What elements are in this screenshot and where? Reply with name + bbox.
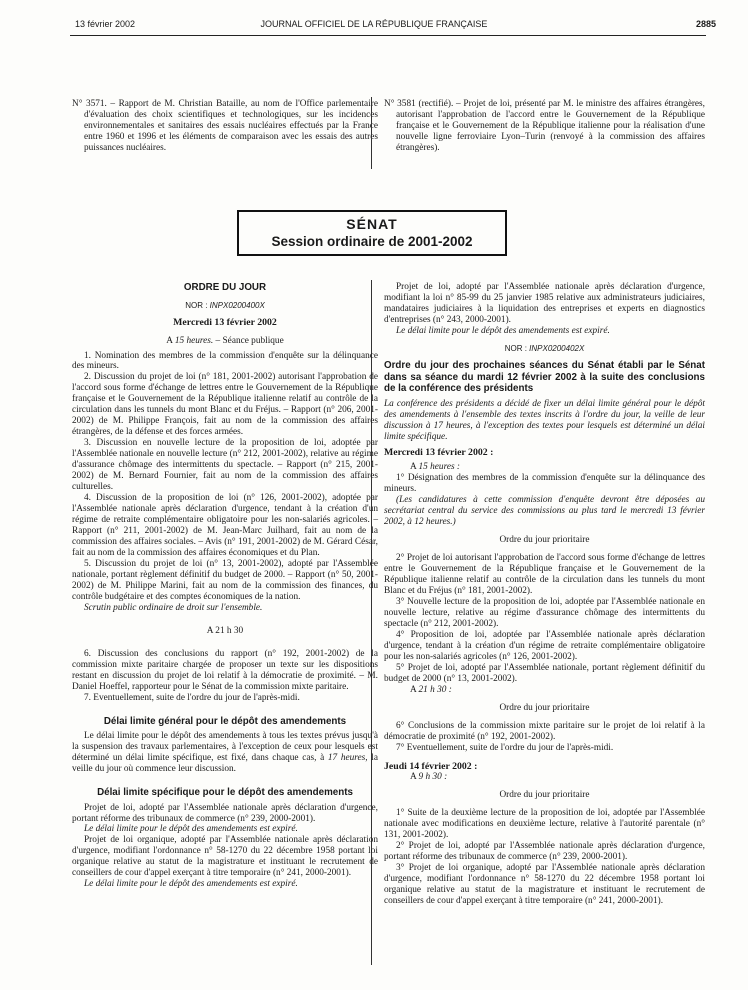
general-text-b: la veille du jour où commence leur discussion. [72, 753, 378, 775]
day-heading: Mercredi 13 février 2002 [173, 316, 277, 328]
day2-time-prefix: A [410, 772, 419, 783]
evening-time: A 21 h 30 [206, 625, 244, 636]
agenda-item-7: 7. Eventuellement, suite de l'ordre du jour de l'après-midi. [84, 692, 300, 703]
nor-code-2: INPX0200402X [529, 343, 585, 353]
nor-label-2: NOR : [504, 343, 527, 353]
day1-item-1: 1° Désignation des membres de la commission d'enquête sur la délinquance des mineurs. [384, 473, 705, 495]
running-header [0, 19, 748, 33]
day2-heading: Jeudi 14 février 2002 : [384, 760, 478, 772]
day1-time-value: 15 heures : [418, 462, 461, 473]
priority-label-1: Ordre du jour prioritaire [499, 535, 590, 546]
day1-item-3: 3° Nouvelle lecture de la proposition de loi, adoptée par l'Assemblée nationale en nouvelle lecture, relative au régime d'assurance chômage des intermittents du spectacle (n° 212, 2001-2002). [384, 597, 705, 629]
right-column [384, 282, 705, 907]
nor-reference [72, 301, 378, 310]
day1-note: (Les candidatures à cette commission d'enquête devront être déposées au secrétariat central du service des commissions au plus tard le mercredi 13 février 2002, à 12 heures.) [384, 495, 705, 528]
top-left-entry [72, 99, 378, 154]
priority-label-3: Ordre du jour prioritaire [499, 790, 590, 801]
day1-time-prefix: A [410, 462, 419, 473]
day1-time [384, 462, 705, 473]
agenda-item-5: 5. Discussion du projet de loi (n° 13, 2001-2002), adopté par l'Assemblée nationale, portant règlement définitif du budget de 2000. – Rapport (n° 50, 2001-2002) de M. Philippe Marini, fait au nom de la commission des finances, du contrôle budgétaire et des comptes économiques de la nation. [72, 558, 378, 602]
bill-3581: N° 3581 (rectifié). – Projet de loi, présenté par M. le ministre des affaires étrangères, autorisant l'approbation de l'accord entre le Gouvernement de la République française et le Gouvernement de la République italienne pour la réalisation d'une nouvelle ligne ferroviaire Lyon–Turin (renvoyé à la commission des affaires étrangères). [384, 99, 705, 153]
day2-time [384, 772, 705, 783]
day2-item-1: 1° Suite de la deuxième lecture de la proposition de loi, adoptée par l'Assemblée nationale avec modifications en deuxième lecture, relative à l'autorité parentale (n° 131, 2001-2002). [384, 808, 705, 841]
agenda-item-2: 2. Discussion du projet de loi (n° 181, 2001-2002) autorisant l'approbation de l'accord sous forme d'échange de lettres entre le Gouvernement de la République française et le Gouvernement de la République italienne relatif au contrôle de la circulation dans les tunnels du mont Blanc et du Fréjus. – Rapport (n° 206, 2001-2002) de M. Philippe François, fait au nom de la commission des affaires étrangères, de la défense et des forces armées. [72, 372, 378, 438]
day1-item-7: 7° Eventuellement, suite de l'ordre du jour de l'après-midi. [396, 742, 614, 753]
day1-evening-value: 21 h 30 : [418, 684, 452, 695]
header-date: 13 février 2002 [75, 19, 136, 29]
general-text-time: 17 heures, [327, 753, 368, 764]
agenda-item-1: 1. Nomination des membres de la commission d'enquête sur la délinquance des mineurs. [72, 350, 378, 372]
nor-code: INPX0200400X [209, 300, 265, 310]
specific-expired-1: Le délai limite pour le dépôt des amendements est expiré. [84, 824, 298, 835]
session-time [72, 336, 378, 347]
bill-85-99-expired: Le délai limite pour le dépôt des amendements est expiré. [396, 325, 610, 336]
day2-item-2: 2° Projet de loi, adopté par l'Assemblée nationale après déclaration d'urgence, portant réforme des tribunaux de commerce (n° 239, 2000-2001). [384, 840, 705, 862]
scrutin-note: Scrutin public ordinaire de droit sur l'ensemble. [84, 602, 263, 613]
specific-bill-2: Projet de loi organique, adopté par l'Assemblée nationale après déclaration d'urgence, modifiant l'ordonnance n° 58-1270 du 22 décembre 1958 portant loi organique relative au statut de la magistrature et instituant le recrutement de conseillers de cour d'appel exerçant à titre temporaire (n° 241, 2000-2001). [72, 835, 378, 879]
specific-bill-1: Projet de loi, adopté par l'Assemblée nationale après déclaration d'urgence, portant réforme des tribunaux de commerce (n° 239, 2000-2001). [72, 802, 378, 824]
time-suffix: – Séance publique [213, 335, 284, 346]
specific-expired-2: Le délai limite pour le dépôt des amendements est expiré. [84, 879, 298, 890]
nor-reference-2 [384, 344, 705, 353]
next-sessions-heading: Ordre du jour des prochaines séances du Sénat établi par le Sénat dans sa séance du mardi 12 février 2002 à la suite des conclusions de la conférence des présidents [384, 360, 705, 395]
bill-85-99: Projet de loi, adopté par l'Assemblée nationale après déclaration d'urgence, modifiant la loi n° 85-99 du 25 janvier 1985 relative aux administrateurs judiciaires, mandataires judiciaires à la liquidation des entreprises et experts en diagnostics d'entreprises (n° 243, 2000-2001). [384, 282, 705, 325]
day1-evening-time [384, 685, 705, 696]
senat-title-box [237, 210, 507, 256]
conference-note: La conférence des présidents a décidé de fixer un délai limite général pour le dépôt des amendements à l'ensemble des textes inscrits à l'ordre du jour, la veille de leur discussion à 17 heures, à l'exception des textes pour lesquels est déterminé un délai limite spécifique. [384, 398, 705, 442]
day1-item-4: 4° Proposition de loi, adoptée par l'Assemblée nationale après déclaration d'urgence, tendant à la création d'un régime de retraite complémentaire obligatoire pour les non-salariés agricoles (n° 126, 2001-2002). [384, 629, 705, 662]
day2-time-value: 9 h 30 : [418, 772, 448, 783]
top-right-entry [384, 99, 705, 154]
ordre-du-jour-title: ORDRE DU JOUR [183, 282, 267, 293]
day1-item-2: 2° Projet de loi autorisant l'approbation de l'accord sous forme d'échange de lettres entre le Gouvernement de la République française et le Gouvernement de la République italienne relatif au contrôle de la circulation dans les tunnels du mont Blanc et du Fréjus (n° 181, 2001-2002). [384, 553, 705, 597]
senat-title: SÉNAT [346, 216, 398, 232]
nor-label: NOR : [185, 300, 208, 310]
agenda-item-3: 3. Discussion en nouvelle lecture de la proposition de loi, adoptée par l'Assemblée nationale en nouvelle lecture (n° 212, 2001-2002), relative au régime d'assurance chômage des intermittents du spectacle. – Rapport (n° 215, 2001-2002) de M. Bernard Fournier, fait au nom de la commission des affaires culturelles. [72, 438, 378, 493]
page-number: 2885 [695, 19, 716, 29]
agenda-item-4: 4. Discussion de la proposition de loi (n° 126, 2001-2002), adoptée par l'Assemblée nationale après déclaration d'urgence, tendant à la création d'un régime de retraite complémentaire obligatoire pour les non-salariés agricoles. – Rapport (n° 211, 2001-2002) de M. Jean-Marc Juilhard, fait au nom de la commission des affaires sociales. – Avis (n° 191, 2001-2002) de M. Gérard César, fait au nom de la commission des affaires économiques et du Plan. [72, 493, 378, 558]
general-deadline-text [72, 731, 378, 775]
top-column-divider [371, 97, 372, 169]
time-value: 15 heures. [174, 335, 214, 346]
day1-heading: Mercredi 13 février 2002 : [384, 446, 494, 458]
time-prefix: A [166, 335, 175, 346]
left-column [72, 282, 378, 890]
day1-item-5: 5° Projet de loi, adopté par l'Assemblée nationale, portant règlement définitif du budget de 2000 (n° 13, 2001-2002). [384, 662, 705, 684]
report-3571: N° 3571. – Rapport de M. Christian Bataille, au nom de l'Office parlementaire d'évaluation des choix scientifiques et technologiques, sur les incidences environnementales et sanitaires des essais nucléaires effectués par la France entre 1960 et 1996 et les éléments de comparaison avec les essais des autres puissances nucléaires. [72, 99, 378, 153]
agenda-item-6: 6. Discussion des conclusions du rapport (n° 192, 2001-2002) de la commission mixte paritaire chargée de proposer un texte sur les dispositions restant en discussion du projet de loi relatif à la démocratie de proximité. – M. Daniel Hoeffel, rapporteur pour le Sénat de la commission mixte paritaire. [72, 648, 378, 692]
session-title: Session ordinaire de 2001-2002 [271, 233, 473, 249]
general-text-a: Le délai limite pour le dépôt des amendements à tous les textes prévus jusqu'à la suspension des travaux parlementaires, à l'exception de ceux pour lesquels est déterminé un délai limite spécifique, est fixé, dans chaque cas, à [72, 731, 378, 764]
day1-evening-prefix: A [410, 684, 419, 695]
general-deadline-heading: Délai limite général pour le dépôt des amendements [103, 715, 347, 727]
specific-deadline-heading: Délai limite spécifique pour le dépôt des amendements [97, 786, 353, 798]
day1-item-6: 6° Conclusions de la commission mixte paritaire sur le projet de loi relatif à la démocratie de proximité (n° 192, 2001-2002). [384, 720, 705, 742]
day2-item-3: 3° Projet de loi organique, adopté par l'Assemblée nationale après déclaration d'urgence, modifiant l'ordonnance n° 58-1270 du 22 décembre 1958 portant loi organique relative au statut de la magistrature et instituant le recrutement de conseillers de cour d'appel exerçant à titre temporaire (n° 241, 2000-2001). [384, 862, 705, 906]
journal-title: JOURNAL OFFICIEL DE LA RÉPUBLIQUE FRANÇAISE [260, 19, 488, 29]
header-rule [70, 35, 706, 36]
priority-label-2: Ordre du jour prioritaire [499, 702, 590, 713]
